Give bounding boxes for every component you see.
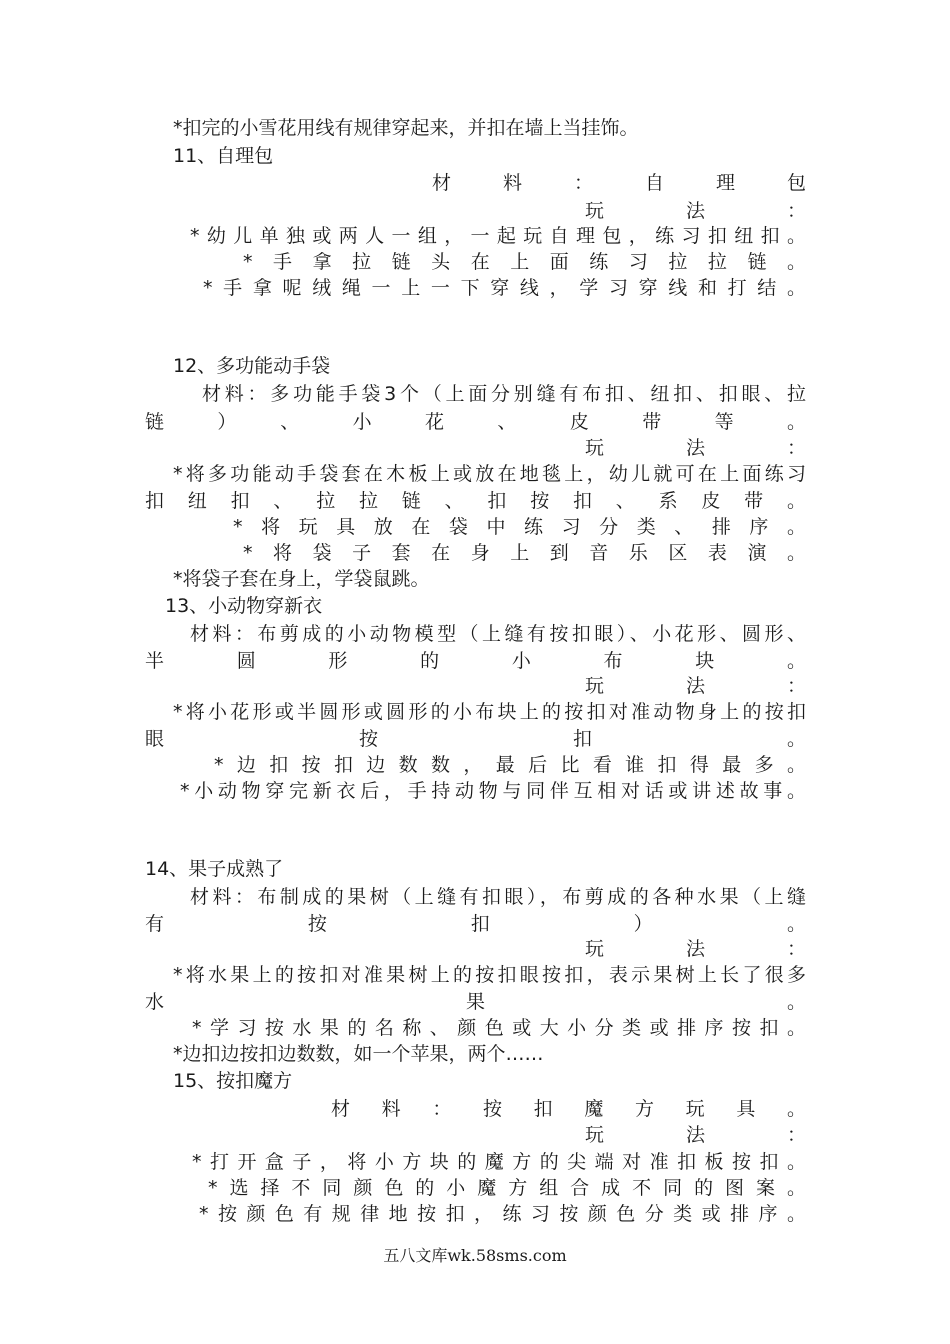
text-line: *将袋子套在身上到音乐区表演。 (243, 542, 806, 564)
text-line: *手拿拉链头在上面练习拉拉链。 (243, 251, 806, 273)
text-line: *按颜色有规律地按扣，练习按颜色分类或排序。 (199, 1203, 806, 1225)
section-heading: 14、果子成熟了 (145, 858, 284, 880)
text-line: 材料：自理包 (432, 172, 806, 194)
text-line: 材料：多功能手袋3个（上面分别缝有布扣、纽扣、扣眼、拉 (202, 383, 806, 405)
text-line: 有按扣）。 (145, 913, 806, 935)
section-heading: 11、自理包 (173, 145, 274, 167)
text-line: 半圆形的小布块。 (145, 650, 806, 672)
text-line: *打开盒子，将小方块的魔方的尖端对准扣板按扣。 (192, 1151, 806, 1173)
text-line: 眼按扣。 (145, 728, 806, 750)
text-line: *扣完的小雪花用线有规律穿起来，并扣在墙上当挂饰。 (173, 117, 639, 139)
text-line: *小动物穿完新衣后，手持动物与同伴互相对话或讲述故事。 (180, 780, 806, 802)
section-heading: 13、小动物穿新衣 (165, 595, 323, 617)
text-line: 材料：布剪成的小动物模型（上缝有按扣眼）、小花形、圆形、 (190, 623, 806, 645)
text-line: *将多功能动手袋套在木板上或放在地毯上，幼儿就可在上面练习 (173, 463, 806, 485)
text-line: *将玩具放在袋中练习分类、排序。 (233, 516, 806, 538)
text-line: *手拿呢绒绳一上一下穿线，学习穿线和打结。 (203, 277, 806, 299)
section-heading: 15、按扣魔方 (173, 1070, 293, 1092)
text-line: *学习按水果的名称、颜色或大小分类或排序按扣。 (192, 1017, 806, 1039)
text-line: 玩法： (585, 1124, 806, 1146)
text-line: *将小花形或半圆形或圆形的小布块上的按扣对准动物身上的按扣 (173, 701, 806, 723)
text-line: *将水果上的按扣对准果树上的按扣眼按扣，表示果树上长了很多 (173, 964, 806, 986)
section-heading: 12、多功能动手袋 (173, 355, 331, 377)
footer-watermark: 五八文库wk.58sms.com (383, 1246, 567, 1265)
text-line: 链）、小花、皮带等。 (145, 411, 806, 433)
text-line: *选择不同颜色的小魔方组合成不同的图案。 (208, 1177, 806, 1199)
text-line: 玩法： (585, 938, 806, 960)
text-line: *边扣边按扣边数数，如一个苹果，两个…… (173, 1043, 544, 1065)
text-line: 扣纽扣、拉拉链、扣按扣、系皮带。 (145, 490, 806, 512)
text-line: *将袋子套在身上，学袋鼠跳。 (173, 568, 430, 590)
text-line: 玩法： (585, 200, 806, 222)
text-line: 水果。 (145, 991, 806, 1013)
text-line: 材料：布制成的果树（上缝有扣眼），布剪成的各种水果（上缝 (190, 886, 806, 908)
text-line: *边扣按扣边数数，最后比看谁扣得最多。 (214, 754, 806, 776)
text-line: 玩法： (585, 437, 806, 459)
text-line: 材料：按扣魔方玩具。 (331, 1098, 806, 1120)
text-line: 玩法： (585, 675, 806, 697)
text-line: *幼儿单独或两人一组，一起玩自理包，练习扣纽扣。 (190, 225, 806, 247)
